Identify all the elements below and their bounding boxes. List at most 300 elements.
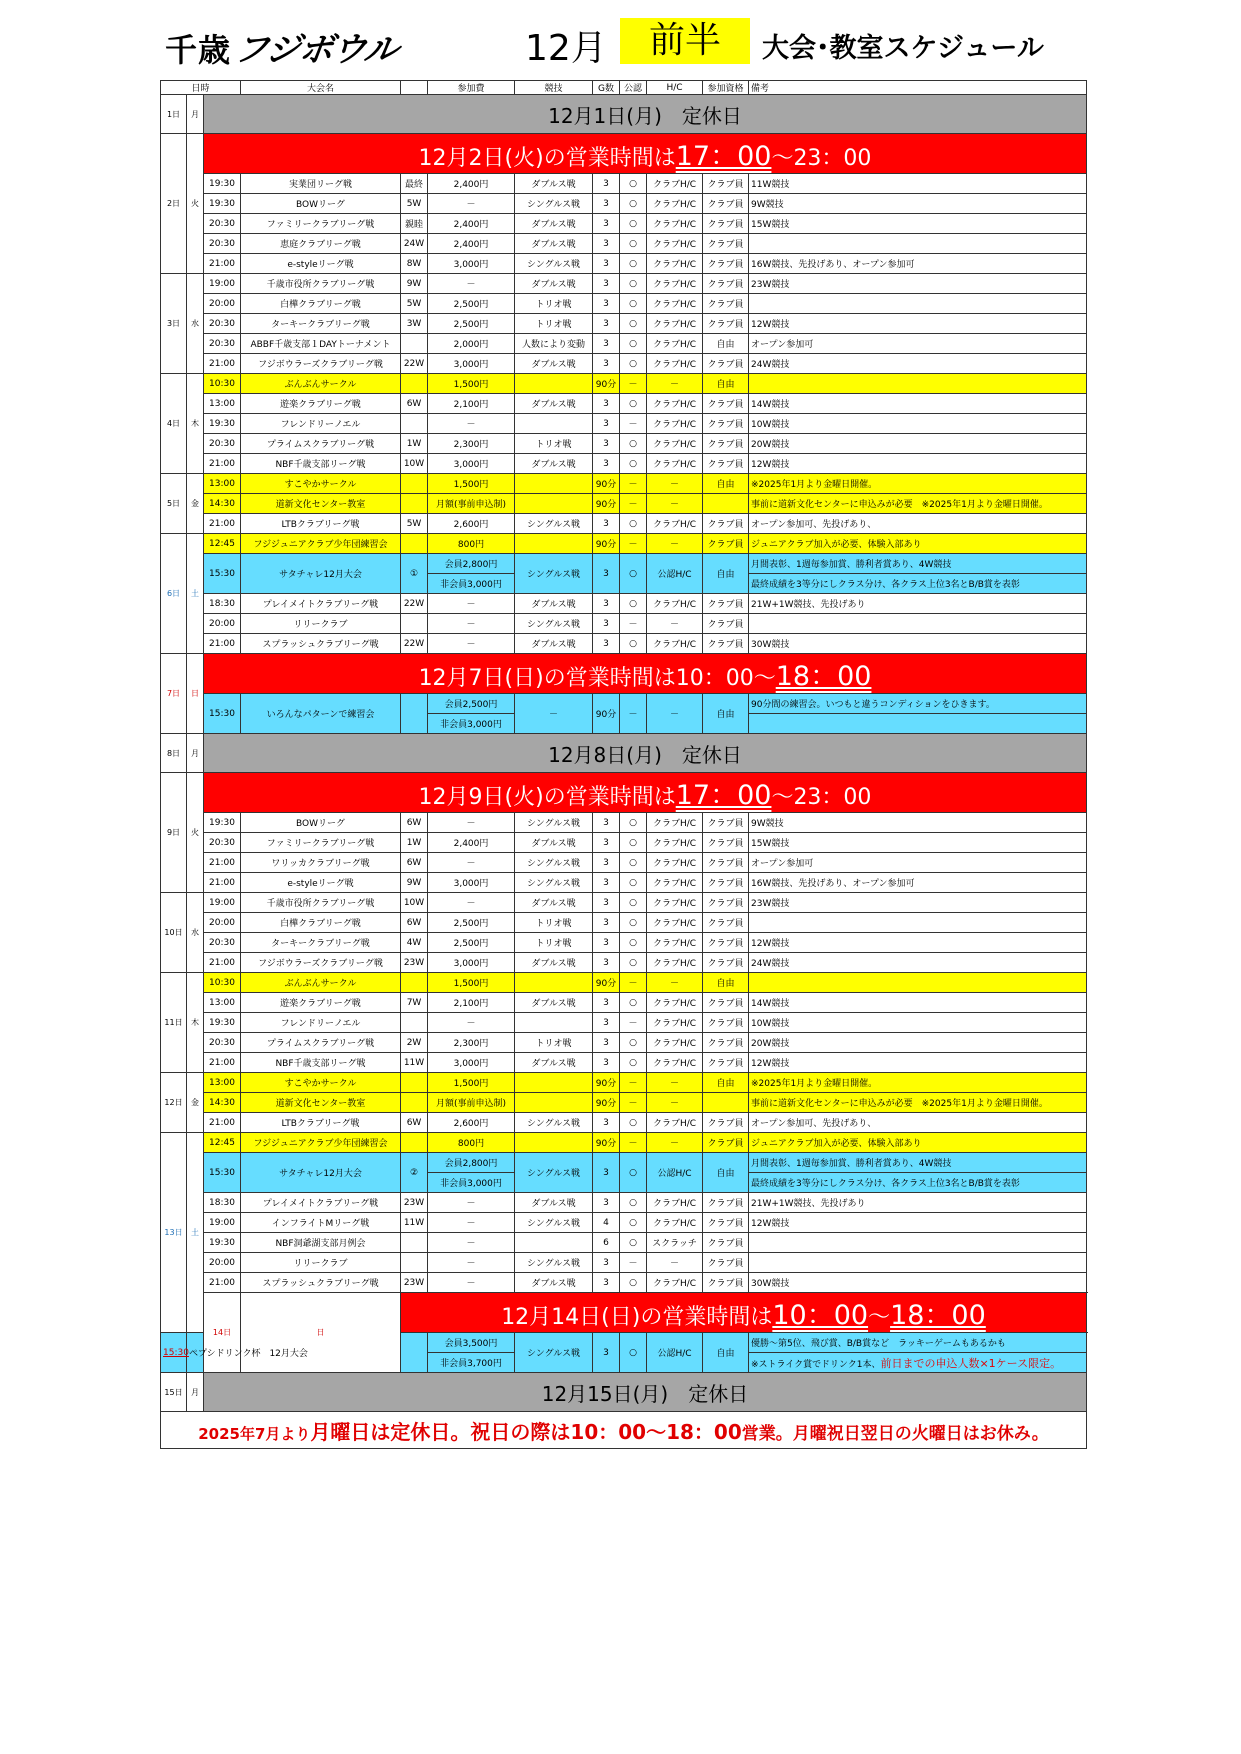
cell-name: e-styleリーグ戦 [241,254,401,274]
cell-note: 30W競技 [749,634,1087,654]
cell-name: プライムスクラブリーグ戦 [241,434,401,454]
weekday-cell: 木 [187,973,204,1073]
cell-game: シングルス戦 [515,1253,593,1273]
cell-sanctioned: － [620,534,647,554]
month-label: 12月 [525,28,607,69]
cell-gcount: 3 [593,334,620,354]
cell-eligibility: 自由 [703,973,749,993]
cell-note: 月間表彰、1週毎参加賞、勝利者賞あり、4W競技 [749,1153,1087,1173]
cell-eligibility: クラブ員 [703,1273,749,1293]
cell-round: 9W [401,873,428,893]
cell-eligibility: クラブ員 [703,234,749,254]
weekday-cell: 土 [187,534,204,654]
cell-sanctioned: ○ [620,334,647,354]
table-row [161,234,1087,254]
hours-text: 12月14日(日)の営業時間は [501,1305,773,1330]
cell-sanctioned: ○ [620,214,647,234]
cell-note [749,1253,1087,1273]
cell-round: 22W [401,634,428,654]
cell-note: 11W競技 [749,174,1087,194]
cell-time: 19:30 [204,813,241,833]
cell-fee: 2,600円 [428,1113,515,1133]
table-row [161,1133,1087,1153]
table-row [161,474,1087,494]
cell-name: 恵庭クラブリーグ戦 [241,234,401,254]
cell-time: 21:00 [204,454,241,474]
cell-note: 15W競技 [749,214,1087,234]
table-row [161,1213,1087,1233]
cell-time: 19:30 [204,174,241,194]
cell-time: 20:30 [204,434,241,454]
cell-round [401,414,428,434]
table-row [161,254,1087,274]
weekday-cell: 木 [187,374,204,474]
cell-fee-nonmember: 非会員3,700円 [428,1353,515,1373]
cell-eligibility: クラブ員 [703,813,749,833]
cell-round [401,694,428,734]
note-text-highlight: 前日までの申込人数×1ケース限定。 [880,1356,1062,1370]
cell-gcount: 3 [593,634,620,654]
cell-eligibility: クラブ員 [703,933,749,953]
cell-round: ① [401,554,428,594]
page-title: 大会･教室スケジュール [762,33,1044,64]
cell-sanctioned: ○ [620,933,647,953]
cell-round: 23W [401,1193,428,1213]
cell-round [401,1013,428,1033]
cell-gcount: 3 [593,1033,620,1053]
cell-eligibility: 自由 [703,374,749,394]
cell-fee: 2,400円 [428,833,515,853]
col-header-datetime: 日時 [161,81,241,95]
schedule-table [160,80,1087,1449]
cell-note: 12W競技 [749,314,1087,334]
cell-time: 21:00 [204,1273,241,1293]
day-cell: 4日 [161,374,187,474]
cell-time: 15:30 [204,694,241,734]
cell-gcount: 3 [593,314,620,334]
cell-fee: 2,500円 [428,913,515,933]
cell-time: 21:00 [204,873,241,893]
cell-fee-member: 会員3,500円 [428,1333,515,1353]
cell-note: 12W競技 [749,1053,1087,1073]
cell-name: サタチャレ12月大会 [241,1153,401,1193]
cell-hc: クラブH/C [647,354,703,374]
hours-text: 12月9日(火)の営業時間は [418,785,676,810]
logo-kanji: 千歳 [165,31,232,69]
cell-hc: クラブH/C [647,514,703,534]
cell-round: 2W [401,1033,428,1053]
cell-eligibility: クラブ員 [703,1053,749,1073]
cell-time: 10:30 [204,374,241,394]
cell-game: シングルス戦 [515,1333,593,1373]
cell-time: 20:30 [204,833,241,853]
closed-banner: 12月1日(月) 定休日 [204,95,1087,134]
cell-round: 7W [401,993,428,1013]
cell-eligibility: クラブ員 [703,394,749,414]
cell-fee: － [428,1013,515,1033]
col-header-hc: H/C [647,81,703,95]
cell-game [515,1093,593,1113]
cell-round: 22W [401,354,428,374]
logo-kana: フジボウル [231,30,400,70]
cell-round: 1W [401,833,428,853]
cell-game: シングルス戦 [515,614,593,634]
cell-fee: 1,500円 [428,474,515,494]
cell-gcount: 3 [593,434,620,454]
cell-eligibility: クラブ員 [703,634,749,654]
cell-note [749,294,1087,314]
cell-note: オープン参加可 [749,334,1087,354]
cell-note: 16W競技、先投げあり、オープン参加可 [749,873,1087,893]
cell-hc: － [647,474,703,494]
cell-sanctioned: － [620,1013,647,1033]
day-cell: 13日 [161,1133,187,1333]
cell-game: シングルス戦 [515,1213,593,1233]
cell-hc: クラブH/C [647,254,703,274]
cell-sanctioned: ○ [620,833,647,853]
table-row [161,614,1087,634]
cell-time: 21:00 [204,634,241,654]
cell-name: サタチャレ12月大会 [241,554,401,594]
cell-note: 10W競技 [749,414,1087,434]
cell-note: 24W競技 [749,953,1087,973]
table-row-event [161,554,1087,574]
cell-eligibility: クラブ員 [703,534,749,554]
hours-banner [204,134,1087,174]
col-header-sanctioned: 公認 [620,81,647,95]
cell-name: 千歳市役所クラブリーグ戦 [241,893,401,913]
cell-gcount: 90分 [593,534,620,554]
cell-hc: － [647,614,703,634]
cell-name: NBF洞爺湖支部月例会 [241,1233,401,1253]
cell-sanctioned: ○ [620,993,647,1013]
table-row [161,1093,1087,1113]
cell-gcount: 90分 [593,1133,620,1153]
cell-sanctioned: ○ [620,1193,647,1213]
weekday-cell: 水 [187,274,204,374]
cell-round: 6W [401,853,428,873]
cell-hc: クラブH/C [647,873,703,893]
table-row [161,1193,1087,1213]
cell-game: ダブルス戦 [515,454,593,474]
cell-note: 月間表彰、1週毎参加賞、勝利者賞あり、4W競技 [749,554,1087,574]
cell-fee: 800円 [428,1133,515,1153]
cell-sanctioned: ○ [620,913,647,933]
cell-time: 18:30 [204,1193,241,1213]
cell-eligibility: クラブ員 [703,614,749,634]
closed-banner: 12月8日(月) 定休日 [204,734,1087,773]
cell-hc: － [647,374,703,394]
weekday-cell: 火 [187,773,204,893]
cell-name: プレイメイトクラブリーグ戦 [241,1193,401,1213]
cell-note: 15W競技 [749,833,1087,853]
table-row [161,594,1087,614]
cell-time: 20:00 [204,1253,241,1273]
cell-note [749,973,1087,993]
note-text: ※ストライク賞でドリンク1本、 [751,1359,881,1370]
day-cell: 9日 [161,773,187,893]
cell-note: 9W競技 [749,194,1087,214]
cell-sanctioned: ○ [620,174,647,194]
cell-note: オープン参加可 [749,853,1087,873]
cell-hc: クラブH/C [647,893,703,913]
weekday-cell: 金 [187,1073,204,1133]
cell-time: 12:45 [204,534,241,554]
cell-round: 5W [401,194,428,214]
cell-gcount: 90分 [593,1093,620,1113]
cell-name: 白樺クラブリーグ戦 [241,294,401,314]
cell-fee: － [428,274,515,294]
cell-hc: クラブH/C [647,1053,703,1073]
cell-game [515,414,593,434]
cell-eligibility: クラブ員 [703,1213,749,1233]
cell-eligibility: クラブ員 [703,1233,749,1253]
cell-sanctioned: ○ [620,873,647,893]
cell-gcount: 3 [593,953,620,973]
cell-gcount: 3 [593,993,620,1013]
cell-name: ぶんぶんサークル [241,973,401,993]
cell-eligibility: 自由 [703,694,749,734]
cell-gcount: 3 [593,614,620,634]
cell-time: 20:00 [204,913,241,933]
col-header-games-count: G数 [593,81,620,95]
cell-gcount: 3 [593,454,620,474]
hours-row [161,654,1087,694]
table-row [161,294,1087,314]
cell-round: 6W [401,394,428,414]
table-row [161,953,1087,973]
cell-sanctioned: ○ [620,554,647,594]
cell-note: 20W競技 [749,1033,1087,1053]
cell-time: 20:00 [204,294,241,314]
cell-fee: 1,500円 [428,973,515,993]
cell-sanctioned: ○ [620,594,647,614]
cell-game: ダブルス戦 [515,594,593,614]
cell-time: 19:00 [204,893,241,913]
cell-hc: － [647,694,703,734]
cell-hc: － [647,1093,703,1113]
cell-sanctioned: ○ [620,1273,647,1293]
cell-round: 23W [401,1273,428,1293]
cell-hc: クラブH/C [647,1213,703,1233]
table-row [161,1033,1087,1053]
cell-game: シングルス戦 [515,853,593,873]
cell-hc: 公認H/C [647,1153,703,1193]
cell-gcount: 3 [593,813,620,833]
cell-fee: 2,400円 [428,174,515,194]
cell-name: フレンドリーノエル [241,1013,401,1033]
cell-fee-member: 会員2,800円 [428,1153,515,1173]
hours-text: 12月2日(火)の営業時間は [418,146,676,171]
cell-gcount: 3 [593,514,620,534]
cell-game [515,474,593,494]
cell-game [515,494,593,514]
cell-note: ※2025年1月より金曜日開催。 [749,1073,1087,1093]
cell-sanctioned: ○ [620,1153,647,1193]
cell-time: 15:30 [161,1333,187,1373]
cell-time: 19:00 [204,1213,241,1233]
cell-game: シングルス戦 [515,1153,593,1193]
cell-eligibility: 自由 [703,1073,749,1093]
cell-hc: 公認H/C [647,1333,703,1373]
cell-fee: 2,300円 [428,434,515,454]
hours-sep: 〜 [868,1305,891,1330]
cell-game: トリオ戦 [515,434,593,454]
cell-game [515,374,593,394]
cell-round: ② [401,1153,428,1193]
cell-fee-member: 会員2,500円 [428,694,515,714]
cell-eligibility [703,494,749,514]
cell-game: ダブルス戦 [515,953,593,973]
cell-gcount: 4 [593,1213,620,1233]
table-row [161,1233,1087,1253]
cell-sanctioned: ○ [620,454,647,474]
cell-game: ダブルス戦 [515,634,593,654]
cell-sanctioned: ○ [620,434,647,454]
cell-hc: － [647,494,703,514]
cell-note: 最終成績を3等分にしクラス分け、各クラス上位3名とB/B賞を表彰 [749,1173,1087,1193]
cell-game: ダブルス戦 [515,354,593,374]
cell-name: 実業団リーグ戦 [241,174,401,194]
cell-gcount: 90分 [593,973,620,993]
cell-note: オープン参加可、先投げあり、 [749,1113,1087,1133]
cell-game: ダブルス戦 [515,234,593,254]
cell-eligibility: クラブ員 [703,414,749,434]
cell-hc: クラブH/C [647,194,703,214]
weekday-cell: 水 [187,893,204,973]
cell-name: 千歳市役所クラブリーグ戦 [241,274,401,294]
cell-game: シングルス戦 [515,254,593,274]
cell-gcount: 3 [593,554,620,594]
cell-sanctioned: ○ [620,813,647,833]
col-header-name: 大会名 [241,81,401,95]
cell-hc: クラブH/C [647,454,703,474]
cell-gcount: 3 [593,933,620,953]
cell-eligibility: 自由 [703,1153,749,1193]
weekday-cell: 月 [187,95,204,134]
cell-time: 20:00 [204,614,241,634]
cell-game: シングルス戦 [515,194,593,214]
cell-fee: － [428,1233,515,1253]
hours-row [161,773,1087,813]
cell-name: いろんなパターンで練習会 [241,694,401,734]
cell-round [401,973,428,993]
cell-time: 19:30 [204,1013,241,1033]
cell-fee: 2,400円 [428,234,515,254]
cell-sanctioned: ○ [620,1033,647,1053]
cell-game: 人数により変動 [515,334,593,354]
page-header [165,18,1085,68]
cell-name: すこやかサークル [241,474,401,494]
cell-sanctioned: ○ [620,314,647,334]
cell-note: 90分間の練習会。いつもと違うコンディションをひきます。 [749,694,1087,714]
cell-sanctioned: － [620,374,647,394]
cell-note: 16W競技、先投げあり、オープン参加可 [749,254,1087,274]
cell-time: 10:30 [204,973,241,993]
cell-fee: 2,400円 [428,214,515,234]
weekday-cell: 日 [187,654,204,734]
cell-time: 19:00 [204,274,241,294]
cell-game: シングルス戦 [515,813,593,833]
cell-eligibility: 自由 [703,554,749,594]
hours-text: 12月7日(日)の営業時間は10：00〜 [418,666,776,691]
cell-round: 11W [401,1213,428,1233]
footer-note [161,1412,1087,1449]
cell-fee: 2,100円 [428,993,515,1013]
table-row [161,1253,1087,1273]
day-cell: 11日 [161,973,187,1073]
table-row-event [161,694,1087,714]
cell-round [401,1073,428,1093]
cell-fee: － [428,594,515,614]
cell-eligibility: クラブ員 [703,1193,749,1213]
cell-fee-nonmember: 非会員3,000円 [428,1173,515,1193]
day-cell: 7日 [161,654,187,734]
table-row [161,414,1087,434]
cell-name: プレイメイトクラブリーグ戦 [241,594,401,614]
cell-fee: － [428,1273,515,1293]
cell-note: 事前に道新文化センターに申込みが必要 ※2025年1月より金曜日開催。 [749,1093,1087,1113]
footer-row [161,1412,1087,1449]
cell-note [749,1233,1087,1253]
cell-eligibility: クラブ員 [703,873,749,893]
cell-game: シングルス戦 [515,873,593,893]
cell-sanctioned: － [620,973,647,993]
hours-text-end: 〜23：00 [771,146,872,171]
cell-fee: － [428,813,515,833]
cell-eligibility: クラブ員 [703,194,749,214]
cell-name: BOWリーグ [241,813,401,833]
hours-banner [204,654,1087,694]
cell-round [401,1233,428,1253]
cell-sanctioned: ○ [620,354,647,374]
cell-eligibility: クラブ員 [703,1033,749,1053]
cell-round [401,614,428,634]
cell-game: トリオ戦 [515,294,593,314]
cell-note: ジュニアクラブ加入が必要、体験入部あり [749,1133,1087,1153]
table-row [161,214,1087,234]
table-row [161,973,1087,993]
cell-name: フレンドリーノエル [241,414,401,434]
cell-fee: 月額(事前申込制) [428,494,515,514]
cell-fee: 3,000円 [428,1053,515,1073]
cell-gcount: 3 [593,174,620,194]
cell-eligibility: クラブ員 [703,274,749,294]
table-row [161,1053,1087,1073]
cell-gcount: 3 [593,873,620,893]
cell-eligibility [703,1093,749,1113]
cell-note: 12W競技 [749,1213,1087,1233]
cell-round: 6W [401,1113,428,1133]
table-row [161,454,1087,474]
cell-note: 24W競技 [749,354,1087,374]
cell-round [401,1333,428,1373]
cell-round: 4W [401,933,428,953]
footer-text-2: 月曜日は定休日。祝日の際は [310,1419,571,1444]
cell-gcount: 3 [593,254,620,274]
cell-name: 遊楽クラブリーグ戦 [241,394,401,414]
cell-gcount: 3 [593,294,620,314]
cell-hc: クラブH/C [647,913,703,933]
cell-note [749,614,1087,634]
cell-time: 13:00 [204,474,241,494]
cell-gcount: 3 [593,354,620,374]
cell-eligibility: クラブ員 [703,953,749,973]
cell-game: ダブルス戦 [515,1273,593,1293]
cell-game: ダブルス戦 [515,1053,593,1073]
cell-time: 21:00 [204,853,241,873]
cell-hc: クラブH/C [647,394,703,414]
